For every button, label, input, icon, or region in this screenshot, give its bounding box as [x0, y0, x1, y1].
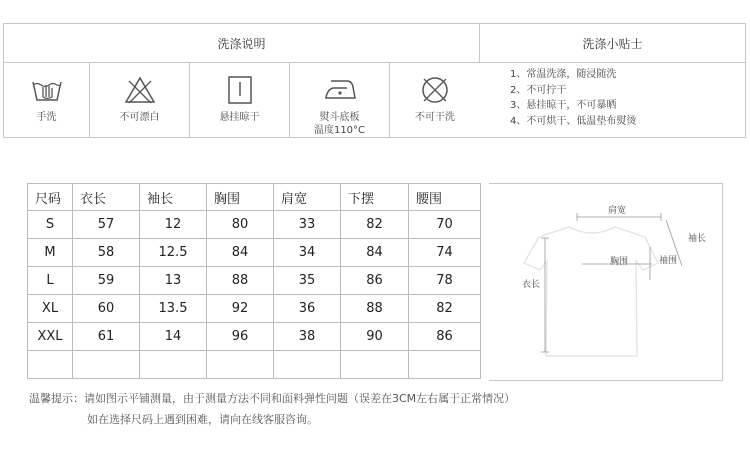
table-cell: 57: [73, 211, 140, 239]
table-cell: 14: [140, 323, 207, 351]
column-header: 袖长: [140, 184, 207, 211]
table-cell: 35: [274, 267, 341, 295]
care-tip: 3、悬挂晾干，不可暴晒: [510, 100, 617, 111]
hand-wash-icon: [30, 73, 64, 107]
care-item-hand-wash: [4, 63, 90, 137]
table-cell: [409, 351, 481, 379]
measurement-note: 温馨提示：请如图示平铺测量，由于测量方法不同和面料弹性问题（误差在3CM左右属于正常情况）: [29, 392, 516, 405]
column-header: 尺码: [28, 184, 73, 211]
table-cell: 88: [341, 295, 409, 323]
table-cell: 70: [409, 211, 481, 239]
length-label: 衣长: [522, 280, 541, 290]
table-cell: 59: [73, 267, 140, 295]
table-cell: [28, 351, 73, 379]
column-header: 肩宽: [274, 184, 341, 211]
column-header: 腰围: [409, 184, 481, 211]
measurement-diagram: [489, 183, 723, 381]
table-cell: XXL: [28, 323, 73, 351]
care-tips-list: [510, 67, 636, 129]
iron-icon: [323, 73, 357, 107]
table-cell: 86: [409, 323, 481, 351]
table-cell: 92: [207, 295, 274, 323]
table-cell: 74: [409, 239, 481, 267]
table-cell: [207, 351, 274, 379]
care-item-hang-dry: [190, 63, 290, 137]
table-cell: 36: [274, 295, 341, 323]
table-cell: 90: [341, 323, 409, 351]
help-note: 如在选择尺码上遇到困难，请向在线客服咨询。: [87, 413, 318, 426]
table-cell: [73, 351, 140, 379]
table-row: [28, 267, 481, 295]
table-cell: 12: [140, 211, 207, 239]
table-cell: [140, 351, 207, 379]
table-row: [28, 323, 481, 351]
armhole-label: 袖围: [659, 256, 678, 266]
care-label: 悬挂晾干: [219, 112, 260, 123]
table-cell: 96: [207, 323, 274, 351]
care-label: 不可漂白: [119, 112, 160, 123]
column-header: 衣长: [73, 184, 140, 211]
table-cell: 34: [274, 239, 341, 267]
table-row: [28, 295, 481, 323]
table-cell: 58: [73, 239, 140, 267]
table-cell: [274, 351, 341, 379]
care-item-no-bleach: [90, 63, 190, 137]
table-cell: 60: [73, 295, 140, 323]
no-dry-clean-icon: [418, 73, 452, 107]
table-cell: L: [28, 267, 73, 295]
column-header: 下摆: [341, 184, 409, 211]
chest-label: 胸围: [610, 257, 629, 267]
iron-label-line1: 熨斗底板: [319, 112, 360, 123]
table-cell: 33: [274, 211, 341, 239]
table-cell: 61: [73, 323, 140, 351]
table-cell: [341, 351, 409, 379]
table-cell: 82: [409, 295, 481, 323]
table-cell: 78: [409, 267, 481, 295]
care-tip: 2、不可拧干: [510, 84, 567, 96]
table-cell: 80: [207, 211, 274, 239]
table-cell: 82: [341, 211, 409, 239]
care-item-no-dry-clean: [390, 63, 480, 137]
sleeve-label: 袖长: [688, 234, 707, 244]
care-label: 手洗: [36, 112, 57, 123]
table-cell: 86: [341, 267, 409, 295]
table-cell: 13: [140, 267, 207, 295]
care-tip: 4、不可烘干、低温垫布熨烫: [510, 115, 637, 127]
table-row: [28, 211, 481, 239]
care-tip: 1、常温洗涤，随浸随洗: [510, 69, 617, 80]
size-table: [27, 183, 481, 379]
table-row: [28, 351, 481, 379]
iron-label-line2: 温度110°C: [313, 125, 366, 136]
table-cell: XL: [28, 295, 73, 323]
care-label: 不可干洗: [415, 112, 455, 123]
table-cell: M: [28, 239, 73, 267]
care-title: 洗涤说明: [4, 24, 480, 63]
shoulder-label: 肩宽: [608, 206, 627, 216]
size-table-header-row: [28, 184, 481, 211]
tips-title: 洗涤小贴士: [480, 24, 745, 63]
table-cell: 84: [207, 239, 274, 267]
column-header: 胸围: [207, 184, 274, 211]
table-cell: 12.5: [140, 239, 207, 267]
table-row: [28, 239, 481, 267]
no-bleach-icon: [123, 73, 157, 107]
hang-dry-icon: [223, 73, 257, 107]
table-cell: S: [28, 211, 73, 239]
table-cell: 13.5: [140, 295, 207, 323]
table-cell: 38: [274, 323, 341, 351]
table-cell: 88: [207, 267, 274, 295]
care-item-iron: [290, 63, 390, 137]
care-label: [290, 111, 389, 137]
table-cell: 84: [341, 239, 409, 267]
